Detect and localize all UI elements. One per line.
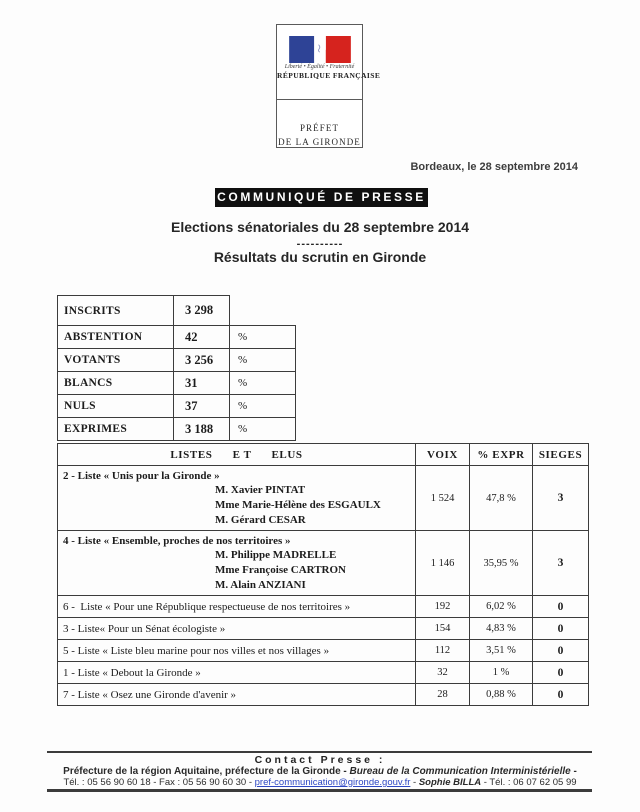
- candidate-name: Mme Marie-Hélène des ESGAULX: [215, 499, 381, 511]
- results-subtitle: Résultats du scrutin en Gironde: [213, 249, 427, 265]
- candidate-name: Mme Françoise CARTRON: [215, 564, 346, 576]
- summary-row-value: 3 256: [174, 349, 230, 372]
- prefet-gironde-label: [277, 100, 362, 149]
- list-title: 3 - Liste« Pour un Sénat écologiste »: [63, 622, 226, 635]
- results-row: [58, 640, 589, 662]
- summary-row-value: 42: [174, 326, 230, 349]
- col-header-pct-expr: % EXPR: [470, 444, 533, 466]
- list-label-cell: [58, 640, 416, 662]
- separator-dashes: ----------: [296, 238, 344, 250]
- sieges-value: 0: [533, 684, 589, 706]
- results-row: [58, 531, 589, 596]
- footer-phone-fax: Tél. : 05 56 90 60 18 - Fax : 05 56 90 60 30 -: [63, 777, 255, 788]
- summary-row: [58, 372, 296, 395]
- expr-value: 0,88 %: [470, 684, 533, 706]
- summary-row: [58, 296, 296, 326]
- summary-row-label: EXPRIMES: [58, 418, 174, 441]
- list-title: 2 - Liste « Unis pour la Gironde »: [63, 470, 220, 482]
- election-title: Elections sénatoriales du 28 septembre 2014: [170, 219, 470, 235]
- list-label-cell: [58, 596, 416, 618]
- contact-presse-title: Contact Presse :: [254, 754, 386, 766]
- candidate-name: M. Gérard CESAR: [215, 514, 306, 526]
- results-row: [58, 662, 589, 684]
- summary-row-pct: [230, 296, 296, 326]
- list-label-cell: [58, 466, 416, 531]
- list-label-cell: [58, 684, 416, 706]
- candidate-name: M. Xavier PINTAT: [215, 484, 306, 496]
- republique-francaise-label: RÉPUBLIQUE FRANÇAISE: [277, 71, 381, 80]
- republique-francaise-block: [277, 25, 381, 100]
- republic-motto: Liberté • Égalité • Fraternité: [284, 64, 355, 70]
- summary-row-value: 3 298: [174, 296, 230, 326]
- voix-value: 154: [416, 618, 470, 640]
- list-label-cell: [58, 618, 416, 640]
- list-title: 4 - Liste « Ensemble, proches de nos territoires »: [63, 535, 291, 547]
- results-table-body: [58, 466, 589, 706]
- email-link[interactable]: pref-communication@gironde.gouv.fr: [254, 777, 411, 788]
- summary-row-pct: %: [230, 326, 296, 349]
- summary-row-pct: %: [230, 395, 296, 418]
- voix-value: 32: [416, 662, 470, 684]
- candidate-name: M. Philippe MADRELLE: [215, 549, 337, 561]
- results-row: [58, 618, 589, 640]
- list-title: 7 - Liste « Osez une Gironde d'avenir »: [63, 688, 237, 701]
- footer-line1-suffix: -: [570, 766, 577, 777]
- summary-row-value: 3 188: [174, 418, 230, 441]
- col-header-voix: VOIX: [416, 444, 470, 466]
- summary-row-pct: %: [230, 418, 296, 441]
- sieges-value: 0: [533, 640, 589, 662]
- expr-value: 3,51 %: [470, 640, 533, 662]
- results-row: [58, 466, 589, 531]
- voix-value: 1 524: [416, 466, 470, 531]
- footer-contact-line: [20, 777, 620, 788]
- results-row: [58, 596, 589, 618]
- candidate-name: M. Alain ANZIANI: [215, 579, 306, 591]
- date-line: Bordeaux, le 28 septembre 2014: [410, 161, 578, 173]
- prefecture-logo-box: [276, 24, 381, 148]
- voix-value: 1 146: [416, 531, 470, 596]
- list-title: 5 - Liste « Liste bleu marine pour nos villes et nos villages »: [63, 644, 330, 657]
- summary-row-label: BLANCS: [58, 372, 174, 395]
- results-table: [57, 443, 589, 706]
- french-flag-marianne-icon: [289, 36, 351, 63]
- sieges-value: 0: [533, 662, 589, 684]
- summary-row: [58, 395, 296, 418]
- list-label-cell: [58, 662, 416, 684]
- prefet-line-2: DE LA GIRONDE: [278, 137, 361, 147]
- list-title: 1 - Liste « Debout la Gironde »: [63, 666, 201, 679]
- expr-value: 6,02 %: [470, 596, 533, 618]
- expr-value: 47,8 %: [470, 466, 533, 531]
- sieges-value: 0: [533, 618, 589, 640]
- summary-row: [58, 418, 296, 441]
- footer-prefecture-text: Préfecture de la région Aquitaine, préfecture de la Gironde -: [63, 766, 350, 777]
- summary-row-label: INSCRITS: [58, 296, 174, 326]
- voix-value: 192: [416, 596, 470, 618]
- prefet-line-1: PRÉFET: [299, 123, 340, 133]
- col-header-listes-et-elus: LISTES E T ELUS: [58, 444, 416, 466]
- col-header-sieges: SIEGES: [533, 444, 589, 466]
- footer-line2-mid: -: [410, 777, 419, 788]
- footer-mobile-phone: - Tél. : 06 07 62 05 99: [481, 777, 577, 788]
- summary-row: [58, 326, 296, 349]
- summary-row-value: 37: [174, 395, 230, 418]
- summary-table-body: [58, 296, 296, 441]
- footer-rule-bottom: [47, 789, 592, 792]
- voix-value: 112: [416, 640, 470, 662]
- summary-row: [58, 349, 296, 372]
- summary-row-label: ABSTENTION: [58, 326, 174, 349]
- voix-value: 28: [416, 684, 470, 706]
- expr-value: 1 %: [470, 662, 533, 684]
- summary-row-pct: %: [230, 349, 296, 372]
- summary-table: [57, 295, 296, 441]
- results-header-row: [58, 444, 589, 466]
- footer-prefecture-line: [20, 766, 620, 777]
- sieges-value: 3: [533, 531, 589, 596]
- footer-contact-name: Sophie BILLA: [418, 777, 482, 788]
- expr-value: 35,95 %: [470, 531, 533, 596]
- summary-row-label: VOTANTS: [58, 349, 174, 372]
- results-row: [58, 684, 589, 706]
- sieges-value: 0: [533, 596, 589, 618]
- expr-value: 4,83 %: [470, 618, 533, 640]
- list-title: 6 - Liste « Pour une République respectueuse de nos territoires »: [63, 600, 351, 613]
- footer-bureau-communication: Bureau de la Communication Interministérielle: [349, 766, 571, 777]
- summary-row-pct: %: [230, 372, 296, 395]
- summary-row-value: 31: [174, 372, 230, 395]
- press-release-banner: COMMUNIQUÉ DE PRESSE: [215, 188, 428, 207]
- summary-row-label: NULS: [58, 395, 174, 418]
- footer-rule-top: [47, 751, 592, 753]
- sieges-value: 3: [533, 466, 589, 531]
- list-label-cell: [58, 531, 416, 596]
